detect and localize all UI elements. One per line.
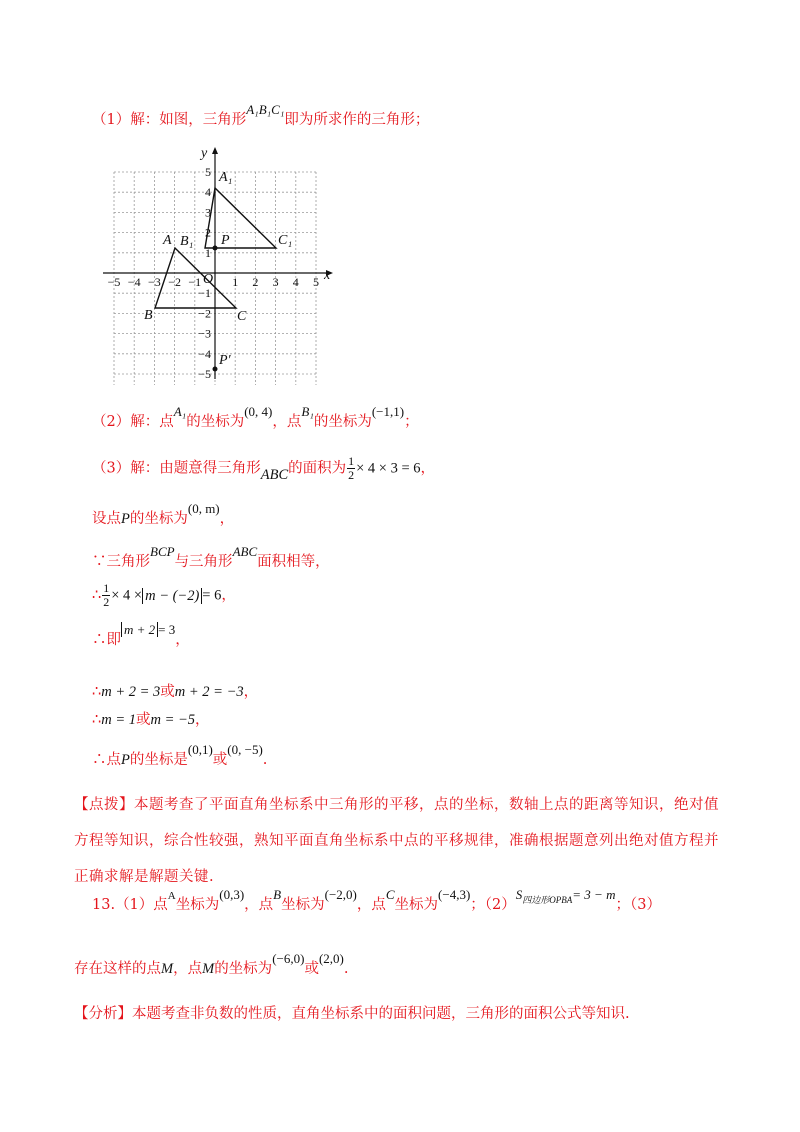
solution-3-line-7 bbox=[92, 708, 210, 729]
y-axis-label: y bbox=[201, 146, 208, 161]
solution-3-line-2 bbox=[92, 501, 235, 528]
solution-3-prefix: （3）解：由题意得三角形 bbox=[92, 460, 261, 477]
triangle-abc-text: ABC bbox=[232, 544, 258, 559]
area-subscript: 四边形OPBA bbox=[522, 895, 573, 905]
equation-part: m = 1 bbox=[101, 712, 136, 728]
solution-2-line bbox=[92, 404, 419, 431]
or-word: 或 bbox=[136, 712, 151, 728]
x-tick-labels bbox=[108, 275, 319, 289]
y-tick-label: 1 bbox=[205, 245, 211, 260]
triangle-abc-text: ABC bbox=[260, 466, 289, 483]
point-b-text: B bbox=[273, 887, 282, 902]
q13-text: ；（3） bbox=[615, 897, 661, 913]
solution-3-line-4 bbox=[92, 582, 236, 609]
y-tick-label: −5 bbox=[198, 367, 211, 381]
solution-3-text: 的面积为 bbox=[288, 460, 347, 477]
line-prefix: ∵三角形 bbox=[92, 554, 150, 570]
fraction-denominator: 2 bbox=[103, 595, 110, 609]
point-b1: B₁ bbox=[301, 404, 314, 419]
q13-text: ，点 bbox=[173, 961, 203, 977]
therefore-symbol: ∴ bbox=[92, 712, 102, 728]
fraction-denominator: 2 bbox=[348, 468, 355, 482]
label-p-prime: P′ bbox=[219, 353, 231, 368]
triangle-a1b1c1: A₁B₁C₁ bbox=[246, 102, 285, 117]
point-p-prime bbox=[213, 367, 218, 372]
solution-3-line-8 bbox=[92, 742, 268, 769]
absolute-value-expression: m + 2 bbox=[121, 622, 158, 637]
y-tick-label: 3 bbox=[205, 205, 211, 220]
y-tick-label: −4 bbox=[198, 346, 211, 361]
line-prefix: 设点 bbox=[92, 511, 121, 527]
x-tick-label: −2 bbox=[168, 275, 181, 289]
triangle-a1b1c1-shape bbox=[205, 188, 276, 248]
line-prefix: ∴点 bbox=[92, 752, 121, 768]
dianbo-paragraph: 【点拨】本题考查了平面直角坐标系中三角形的平移，点的坐标，数轴上点的距离等知识，绝对值方程等知识，综合性较强，熟知平面直角坐标系中点的平移规律，准确根据题意列出绝对值方程并正确求解是解题关键. bbox=[74, 797, 719, 885]
point-p bbox=[213, 246, 218, 251]
absolute-value-expression: m − (−2) bbox=[142, 588, 202, 604]
y-tick-label: −1 bbox=[198, 286, 211, 301]
solution-3-line-6 bbox=[92, 680, 258, 701]
x-tick-label: 5 bbox=[313, 275, 319, 289]
solution-2-text: 的坐标为 bbox=[313, 414, 372, 430]
equation-part: m + 2 = −3 bbox=[174, 684, 244, 700]
solution-1-suffix: 即为所求作的三角形； bbox=[284, 112, 430, 128]
area-expression: × 4 × 3 = 6 bbox=[356, 460, 421, 477]
x-tick-label: −4 bbox=[127, 275, 141, 289]
point-p-text: P bbox=[121, 511, 130, 527]
equation-part: m = −5 bbox=[150, 712, 196, 728]
x-tick-label: 4 bbox=[292, 275, 299, 289]
line-end: ， bbox=[219, 511, 235, 527]
point-a-text: A bbox=[167, 890, 176, 902]
triangle-bcp-text: BCP bbox=[150, 544, 175, 559]
label-c1: C₁ bbox=[278, 233, 293, 248]
a1-coordinate: (0, 4) bbox=[244, 404, 273, 419]
origin-label: O bbox=[203, 272, 214, 287]
fraction-half bbox=[347, 455, 355, 482]
label-p: P bbox=[221, 233, 230, 248]
line-end: . bbox=[343, 961, 349, 977]
solution-2-text: 的坐标为 bbox=[186, 414, 245, 430]
area-expression: = 3 − m bbox=[572, 887, 616, 902]
line-end: ， bbox=[175, 632, 190, 648]
y-tick-label: 5 bbox=[205, 165, 211, 179]
point-a1: A₁ bbox=[173, 404, 187, 419]
solution-3-end: ， bbox=[420, 460, 436, 477]
solution-2-prefix: （2）解：点 bbox=[92, 414, 174, 430]
solution-1-line bbox=[92, 102, 430, 129]
line-end: ， bbox=[221, 587, 236, 604]
a-coordinate: (0,3) bbox=[219, 887, 245, 902]
label-b: B bbox=[144, 308, 153, 323]
solution-2-end: ； bbox=[404, 414, 419, 430]
y-tick-label: 4 bbox=[205, 185, 211, 200]
label-b1: B₁ bbox=[180, 234, 194, 249]
y-tick-label: −3 bbox=[198, 326, 211, 341]
line-end: 面积相等， bbox=[257, 554, 330, 570]
therefore-symbol: ∴ bbox=[92, 587, 102, 604]
line-text: 与三角形 bbox=[174, 554, 233, 570]
line-prefix: ∴即 bbox=[92, 632, 121, 648]
b-coordinate: (−2,0) bbox=[324, 887, 357, 902]
y-axis-arrow bbox=[212, 147, 218, 154]
x-tick-label: 1 bbox=[232, 275, 239, 289]
or-word: 或 bbox=[160, 684, 175, 700]
q13-text: ，点 bbox=[244, 897, 274, 913]
equation-part: = 6 bbox=[202, 587, 222, 604]
m-coordinate-2: (2,0) bbox=[318, 951, 344, 966]
x-axis-label: x bbox=[324, 268, 331, 283]
solution-2-text: ，点 bbox=[272, 414, 302, 430]
point-m-text: M bbox=[202, 961, 215, 977]
x-tick-label: −5 bbox=[107, 275, 121, 289]
equation-part: × 4 × bbox=[111, 587, 143, 604]
solution-3-line-5 bbox=[92, 622, 190, 649]
label-a1: A₁ bbox=[219, 170, 233, 185]
line-end: ， bbox=[195, 712, 210, 728]
q13-text: 坐标为 bbox=[281, 897, 325, 913]
solution-3-line-3 bbox=[92, 544, 330, 571]
line-text: 的坐标是 bbox=[129, 752, 188, 768]
fenxi-paragraph: 【分析】本题考查非负数的性质，直角坐标系中的面积问题，三角形的面积公式等知识. bbox=[74, 1006, 630, 1022]
c-coordinate: (−4,3) bbox=[438, 887, 471, 902]
m-coordinate-1: (−6,0) bbox=[272, 951, 305, 966]
q13-text: （1）点 bbox=[115, 897, 168, 913]
equation-part: = 3 bbox=[158, 622, 176, 637]
q13-text: 坐标为 bbox=[394, 897, 439, 913]
question-13-line-2 bbox=[74, 951, 349, 978]
q13-text: ，点 bbox=[356, 897, 386, 913]
x-tick-label: −3 bbox=[148, 275, 161, 289]
x-tick-label: −1 bbox=[188, 275, 202, 289]
q13-text: 坐标为 bbox=[175, 897, 220, 913]
p-coordinate-2: (0, −5) bbox=[227, 742, 263, 757]
coordinate-graph bbox=[95, 145, 345, 385]
solution-3-line-1 bbox=[92, 455, 435, 482]
x-tick-label: 2 bbox=[252, 275, 259, 289]
label-c: C bbox=[237, 309, 247, 324]
solution-1-prefix: （1）解：如图，三角形 bbox=[92, 112, 247, 128]
line-text: 的坐标为 bbox=[129, 511, 188, 527]
y-tick-label: −2 bbox=[198, 306, 211, 321]
line-end: . bbox=[262, 752, 268, 768]
fraction-half bbox=[102, 582, 110, 609]
fraction-numerator: 1 bbox=[103, 581, 110, 595]
point-c-text: C bbox=[385, 887, 395, 902]
or-word: 或 bbox=[304, 961, 319, 977]
line-end: ， bbox=[243, 684, 259, 700]
q13-text: 的坐标为 bbox=[214, 961, 273, 977]
point-m-text: M bbox=[161, 961, 174, 977]
or-word: 或 bbox=[212, 752, 228, 768]
question-number: 13. bbox=[92, 897, 116, 913]
b1-coordinate: (−1,1) bbox=[371, 404, 405, 419]
therefore-symbol: ∴ bbox=[92, 684, 102, 700]
point-p-text: P bbox=[121, 752, 130, 768]
fraction-numerator: 1 bbox=[348, 454, 355, 468]
equation-part: m + 2 = 3 bbox=[101, 684, 161, 700]
p-coordinate-1: (0,1) bbox=[187, 742, 213, 757]
p-coordinate: (0, m) bbox=[187, 501, 220, 516]
q13-text: 存在这样的点 bbox=[74, 961, 161, 977]
x-tick-label: 3 bbox=[272, 275, 279, 289]
label-a: A bbox=[163, 233, 172, 248]
y-tick-label: 2 bbox=[205, 225, 211, 240]
q13-text: ；（2） bbox=[470, 897, 516, 913]
question-13-line-1 bbox=[92, 887, 661, 914]
area-symbol: S bbox=[515, 887, 523, 902]
